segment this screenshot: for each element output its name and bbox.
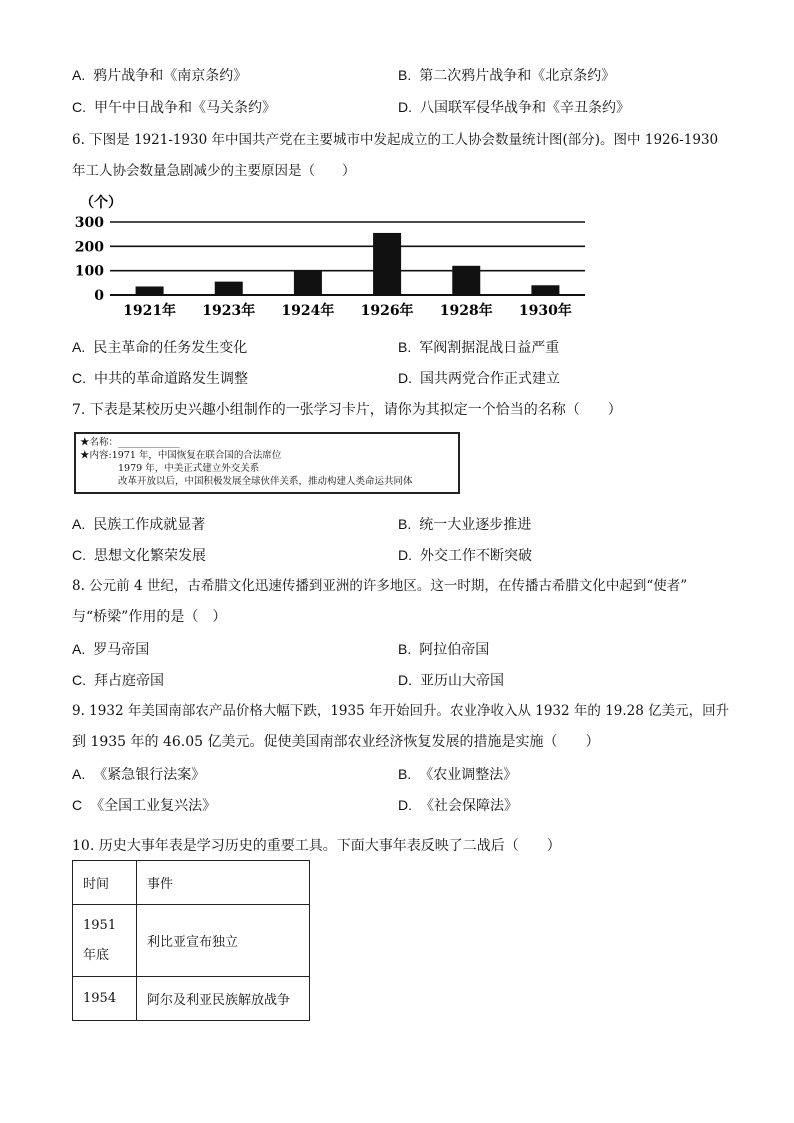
y-tick-label: 200 (74, 239, 104, 256)
q6-option-d (398, 369, 560, 388)
option-key: C. (72, 672, 86, 688)
option-text: 甲午中日战争和《马关条约》 (94, 100, 276, 116)
option-text: 八国联军侵华战争和《辛丑条约》 (420, 100, 630, 116)
card-name-row: ★名称：_____________ (80, 437, 180, 448)
option-text: 中共的革命道路发生调整 (94, 371, 248, 387)
bar-1921年 (136, 286, 164, 295)
table-row (73, 905, 310, 977)
q5-option-b (398, 66, 615, 85)
q6-option-a (72, 338, 247, 357)
option-key: B. (398, 339, 412, 355)
option-text: 外交工作不断突破 (420, 548, 532, 564)
option-text: 统一大业逐步推进 (419, 517, 532, 533)
option-key: C. (72, 99, 86, 115)
events-timeline-table (72, 860, 310, 1021)
q6-option-b (398, 338, 559, 357)
q8-stem-line1: 8. 公元前 4 世纪，古希腊文化迅速传播到亚洲的许多地区。这一时期，在传播古希腊文化中起到“使者” (72, 578, 688, 594)
q7-option-a (72, 515, 205, 534)
q8-stem-line2: 与“桥梁”作用的是（ ） (72, 609, 227, 625)
option-key: A. (72, 766, 86, 782)
option-key: D. (398, 547, 412, 563)
option-key: D. (398, 370, 412, 386)
option-text: 军阀割据混战日益严重 (419, 340, 560, 356)
table-header-row (73, 861, 310, 905)
bar-1930年 (531, 285, 559, 295)
table-header-time: 时间 (73, 861, 137, 905)
q10-stem: 10. 历史大事年表是学习历史的重要工具。下面大事年表反映了二战后（ ） (72, 838, 561, 854)
option-text: 罗马帝国 (93, 642, 150, 658)
card-row-3: 改革开放以后，中国积极发展全球伙伴关系，推动构建人类命运共同体 (118, 476, 413, 487)
card-content-row: ★内容:1971 年，中国恢复在联合国的合法席位 (80, 450, 282, 461)
y-tick-label: 0 (94, 288, 104, 304)
option-text: 民族工作成就显著 (93, 517, 206, 533)
option-text: 国共两党合作正式建立 (420, 371, 560, 387)
x-tick-label: 1926年 (360, 303, 414, 319)
y-tick-label: 100 (74, 263, 104, 280)
x-tick-label: 1921年 (123, 303, 177, 319)
table-cell-time: 1951 年底 (73, 905, 137, 977)
option-key: A. (72, 339, 86, 355)
option-key: D. (398, 672, 412, 688)
bar-1923年 (215, 282, 243, 295)
x-tick-label: 1923年 (202, 303, 256, 319)
option-key: C (72, 797, 83, 813)
q6-option-c (72, 369, 248, 388)
study-card (74, 432, 460, 494)
q5-option-c (72, 98, 276, 117)
option-key: D. (398, 99, 412, 115)
option-text: 拜占庭帝国 (94, 673, 164, 689)
option-text: 民主革命的任务发生变化 (93, 340, 248, 356)
option-key: B. (398, 766, 412, 782)
x-tick-label: 1930年 (518, 303, 572, 319)
option-text: 《社会保障法》 (420, 798, 518, 814)
q7-option-b (398, 515, 531, 534)
card-row-2: 1979 年，中美正式建立外交关系 (118, 463, 260, 474)
option-text: 亚历山大帝国 (420, 673, 504, 689)
bar-1926年 (373, 233, 401, 295)
option-key: A. (72, 67, 86, 83)
q9-option-a (72, 765, 205, 784)
option-key: D. (398, 797, 412, 813)
option-key: B. (398, 67, 412, 83)
option-key: C. (72, 547, 86, 563)
option-text: 阿拉伯帝国 (419, 642, 490, 658)
table-header-event: 事件 (137, 861, 310, 905)
x-tick-label: 1928年 (439, 303, 493, 319)
q9-option-b (398, 765, 517, 784)
table-row (73, 977, 310, 1021)
option-text: 思想文化繁荣发展 (94, 548, 206, 564)
q6-stem-line1: 6. 下图是 1921-1930 年中国共产党在主要城市中发起成立的工人协会数量统计图(部分)。图中 1926-1930 (72, 132, 719, 148)
q7-option-d (398, 546, 532, 565)
option-key: A. (72, 641, 86, 657)
q8-option-b (398, 640, 489, 659)
option-key: B. (398, 641, 412, 657)
q9-stem-line2: 到 1935 年的 46.05 亿美元。促使美国南部农业经济恢复发展的措施是实施（ ） (72, 734, 600, 750)
option-key: B. (398, 516, 412, 532)
q8-option-c (72, 671, 164, 690)
q9-stem-line1: 9. 1932 年美国南部农产品价格大幅下跌，1935 年开始回升。农业净收入从 1932 年的 19.28 亿美元，回升 (72, 703, 730, 719)
option-text: 《农业调整法》 (419, 767, 518, 783)
q9-option-d (398, 796, 518, 815)
table-cell-event: 阿尔及利亚民族解放战争 (137, 977, 310, 1021)
option-text: 《紧急银行法案》 (93, 767, 206, 783)
option-text: 《全国工业复兴法》 (90, 798, 217, 814)
q9-option-c (72, 796, 216, 815)
table-cell-event: 利比亚宣布独立 (137, 905, 310, 977)
option-text: 第二次鸦片战争和《北京条约》 (419, 68, 616, 84)
q8-option-a (72, 640, 149, 659)
y-axis-unit-label: （个） (80, 195, 122, 211)
bar-1924年 (294, 271, 322, 295)
x-tick-label: 1924年 (281, 303, 335, 319)
option-text: 鸦片战争和《南京条约》 (93, 68, 248, 84)
q5-option-a (72, 66, 247, 85)
q7-stem: 7. 下表是某校历史兴趣小组制作的一张学习卡片，请你为其拟定一个恰当的名称（ ） (72, 402, 622, 418)
bar-1928年 (452, 266, 480, 295)
q5-option-d (398, 98, 630, 117)
table-cell-time: 1954 (73, 977, 137, 1021)
q7-option-c (72, 546, 206, 565)
option-key: C. (72, 370, 86, 386)
q6-stem-line2: 年工人协会数量急剧减少的主要原因是（ ） (72, 163, 356, 179)
worker-association-bar-chart (70, 190, 590, 325)
q8-option-d (398, 671, 504, 690)
y-tick-label: 300 (74, 215, 104, 231)
option-key: A. (72, 516, 86, 532)
